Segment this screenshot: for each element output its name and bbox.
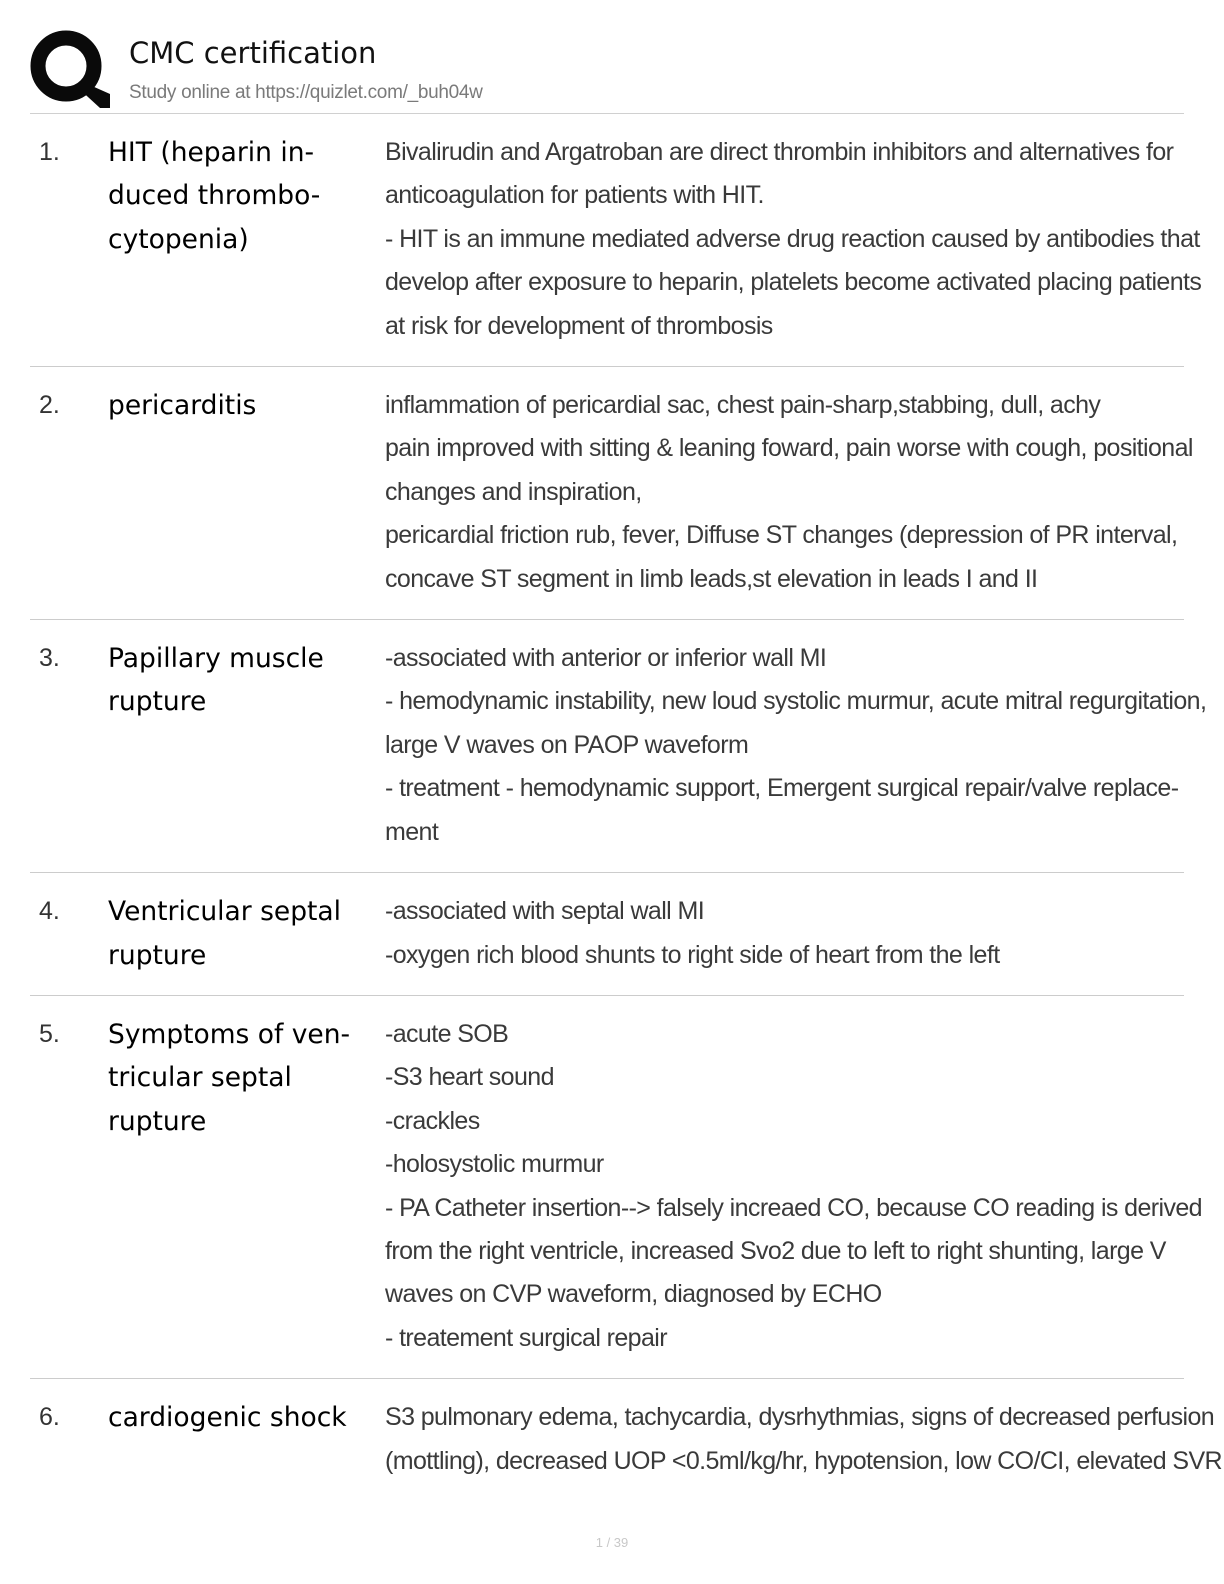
flashcard-row: [30, 1379, 1222, 1501]
term-line: cardiogenic shock: [108, 1402, 347, 1434]
card-number: 2.: [39, 391, 60, 420]
definition-line: S3 pulmonary edema, tachycardia, dysrhythmias, signs of decreased perfusion: [385, 1403, 1215, 1432]
definition-line: develop after exposure to heparin, platelets become activated placing patients: [385, 268, 1202, 297]
definition-line: -acute SOB: [385, 1019, 509, 1048]
card-term: [108, 131, 385, 261]
definition-line: anticoagulation for patients with HIT.: [385, 181, 764, 210]
card-term: [108, 1396, 385, 1439]
definition-line: pain improved with sitting & leaning foward, pain worse with cough, positional: [385, 434, 1193, 463]
term-line: Ventricular septal: [108, 896, 342, 928]
definition-line: -oxygen rich blood shunts to right side of heart from the left: [385, 940, 1000, 969]
card-number: 4.: [39, 897, 60, 926]
term-line: rupture: [108, 686, 207, 718]
flashcard-row: [30, 367, 1193, 620]
quizlet-logo-icon: [30, 30, 110, 110]
term-line: cytopenia): [108, 223, 249, 255]
card-definition: [385, 890, 1184, 977]
flashcard-row: [30, 996, 1202, 1379]
card-term: [108, 637, 385, 724]
definition-line: - treatement surgical repair: [385, 1323, 667, 1352]
definition-line: ment: [385, 817, 439, 846]
card-number: 3.: [39, 644, 60, 673]
page-number: 1 / 39: [595, 1535, 629, 1550]
definition-line: -associated with septal wall MI: [385, 897, 705, 926]
definition-line: concave ST segment in limb leads,st elevation in leads I and II: [385, 564, 1038, 593]
card-term: [108, 1013, 385, 1143]
card-definition: [385, 131, 1209, 348]
term-line: HIT (heparin in-: [108, 137, 315, 168]
term-line: tricular septal: [108, 1062, 292, 1094]
flashcard-row: [30, 114, 1202, 367]
definition-line: -S3 heart sound: [385, 1063, 554, 1092]
flashcard-row: [30, 620, 1207, 873]
flashcard-row: [30, 873, 1184, 996]
definition-line: - PA Catheter insertion--> falsely increaed CO, because CO reading is derived: [385, 1193, 1202, 1222]
study-online-link[interactable]: Study online at https://quizlet.com/_buh04w: [129, 82, 483, 103]
definition-line: Bivalirudin and Argatroban are direct thrombin inhibitors and alternatives for: [385, 138, 1174, 166]
definition-line: -crackles: [385, 1106, 480, 1135]
card-number: 6.: [39, 1403, 60, 1432]
card-definition: [385, 384, 1201, 601]
definition-line: at risk for development of thrombosis: [385, 311, 773, 340]
term-line: Symptoms of ven-: [108, 1018, 351, 1050]
definition-line: changes and inspiration,: [385, 477, 642, 506]
card-definition: [385, 1013, 1210, 1360]
definition-line: - HIT is an immune mediated adverse drug reaction caused by antibodies that: [385, 224, 1200, 253]
definition-line: pericardial friction rub, fever, Diffuse ST changes (depression of PR interval,: [385, 521, 1178, 550]
term-line: rupture: [108, 1105, 207, 1137]
definition-line: waves on CVP waveform, diagnosed by ECHO: [385, 1280, 882, 1309]
card-term: [108, 384, 385, 427]
card-definition: [385, 1396, 1224, 1483]
card-term: [108, 890, 385, 977]
definition-line: -holosystolic murmur: [385, 1150, 604, 1179]
card-definition: [385, 637, 1214, 854]
term-line: rupture: [108, 939, 207, 971]
document-title: CMC certification: [129, 36, 377, 70]
document-header: [30, 30, 1184, 114]
card-number: 1.: [39, 138, 60, 166]
term-line: duced thrombo-: [108, 180, 321, 212]
definition-line: (mottling), decreased UOP <0.5ml/kg/hr, hypotension, low CO/CI, elevated SVR: [385, 1446, 1222, 1475]
term-line: pericarditis: [108, 390, 257, 422]
definition-line: inflammation of pericardial sac, chest pain-sharp,stabbing, dull, achy: [385, 391, 1101, 420]
definition-line: - treatment - hemodynamic support, Emergent surgical repair/valve replace-: [385, 774, 1179, 803]
definition-line: from the right ventricle, increased Svo2 due to left to right shunting, large V: [385, 1236, 1166, 1265]
definition-line: large V waves on PAOP waveform: [385, 730, 749, 759]
definition-line: - hemodynamic instability, new loud systolic murmur, acute mitral regurgitation,: [385, 687, 1207, 716]
definition-line: -associated with anterior or inferior wall MI: [385, 644, 827, 673]
term-line: Papillary muscle: [108, 643, 324, 675]
flashcard-list: [30, 114, 1222, 1501]
card-number: 5.: [39, 1019, 60, 1048]
